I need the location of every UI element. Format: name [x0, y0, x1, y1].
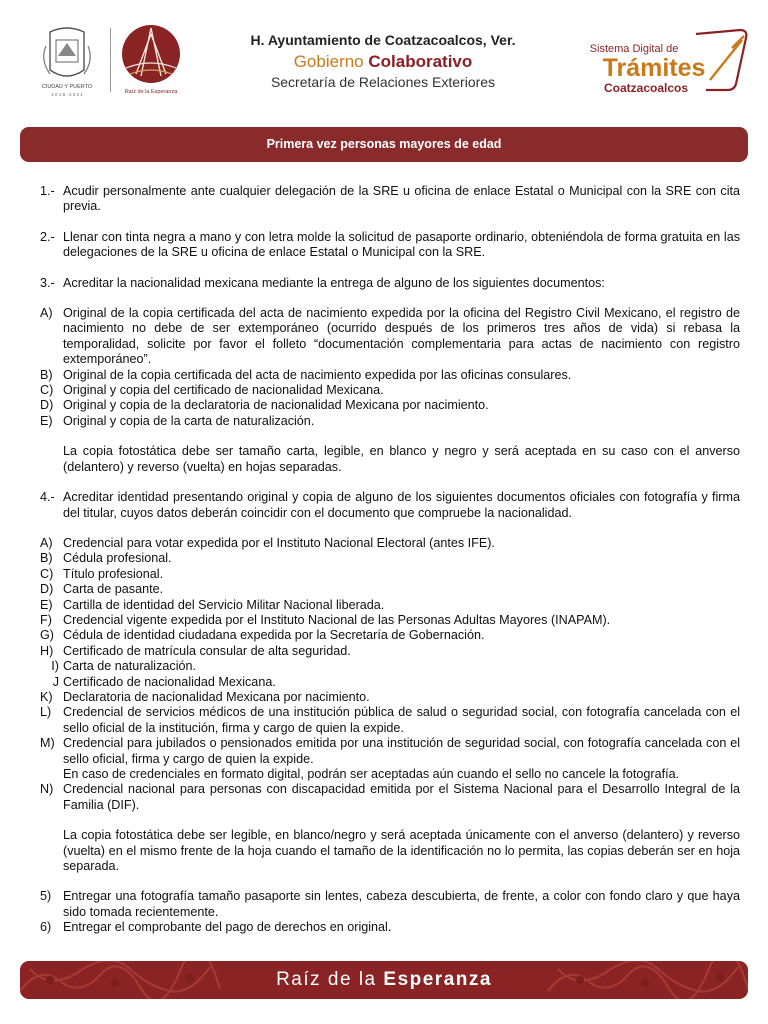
list-item	[40, 536, 740, 551]
item-text: Acudir personalmente ante cualquier delegación de la SRE u oficina de enlace Estatal o Municipal con la SRE con cita previa.	[63, 184, 740, 214]
list-item	[40, 414, 740, 429]
item-text: Declaratoria de nacionalidad Mexicana por nacimiento.	[63, 689, 370, 704]
item-marker: M)	[40, 736, 55, 751]
item-marker: 3.-	[40, 275, 55, 290]
city-crest-logo	[28, 26, 106, 100]
copy-note: La copia fotostática debe ser tamaño carta, legible, en blanco y negro y será aceptada en su caso con el anverso (delantero) y reverso (vuelta) en hojas separadas.	[63, 444, 740, 474]
item-text: Credencial nacional para personas con discapacidad emitida por el Sistema Nacional para el Desarrollo Integral de la Familia (DIF).	[63, 782, 740, 812]
item-marker: 6)	[40, 920, 52, 935]
raiz-esperanza-logo	[118, 24, 184, 96]
requirement-item	[40, 276, 740, 291]
list-item	[40, 782, 740, 813]
department-title: Secretaría de Relaciones Exteriores	[270, 74, 496, 90]
item-text: Carta de pasante.	[63, 582, 164, 597]
item-text: Certificado de matrícula consular de alta seguridad.	[63, 643, 351, 658]
list-item	[40, 767, 740, 782]
item-marker: G)	[40, 628, 54, 643]
svg-text:CIUDAD Y PUERTO: CIUDAD Y PUERTO	[41, 84, 93, 90]
item-marker: F)	[40, 612, 52, 627]
item-marker: 1.-	[40, 184, 55, 198]
header	[0, 0, 768, 110]
item-text: Credencial para jubilados o pensionados emitida por una institución de seguridad social, con fotografía cancelada con el sello oficial, firma y cargo de quien la expide.	[63, 736, 740, 766]
item-text: Cartilla de identidad del Servicio Militar Nacional liberada.	[63, 597, 385, 612]
list-item	[40, 690, 740, 705]
list-item	[40, 567, 740, 582]
item-marker: I)	[51, 659, 59, 674]
item-text: Entregar el comprobante del pago de derechos en original.	[63, 920, 392, 935]
item-marker	[40, 767, 63, 782]
requirements-content	[40, 184, 740, 936]
header-titles	[200, 32, 566, 91]
item-text: Credencial para votar expedida por el Instituto Nacional Electoral (antes IFE).	[63, 535, 495, 550]
requirement-item	[40, 490, 740, 521]
list-item	[40, 705, 740, 736]
item-marker: C)	[40, 566, 54, 581]
requirement-item	[40, 230, 740, 261]
list-item	[40, 383, 740, 398]
government-slogan: Gobierno Colaborativo	[293, 52, 473, 71]
section-banner: Primera vez personas mayores de edad	[20, 127, 748, 162]
item-text: Original y copia de la declaratoria de nacionalidad Mexicana por nacimiento.	[63, 398, 489, 413]
item-marker: J	[52, 674, 59, 689]
item-text: Entregar una fotografía tamaño pasaporte sin lentes, cabeza descubierta, de frente, a color con fondo claro y que haya sido tomada recientemente.	[63, 889, 740, 919]
item-text: Acreditar la nacionalidad mexicana mediante la entrega de alguno de los siguientes documentos:	[63, 275, 605, 290]
list-item	[40, 736, 740, 767]
item-marker: 5)	[40, 889, 52, 904]
item-text: Original y copia del certificado de nacionalidad Mexicana.	[63, 383, 384, 398]
list-item	[40, 598, 740, 613]
list-item	[40, 644, 740, 659]
list-item	[40, 613, 740, 628]
item-text: Cédula profesional.	[63, 551, 172, 566]
item-text: En caso de credenciales en formato digital, podrán ser aceptadas aún cuando el sello no cancele la fotografía.	[63, 767, 680, 781]
item-text: Original de la copia certificada del acta de nacimiento expedida por las oficinas consulares.	[63, 367, 572, 382]
item-marker: E)	[40, 597, 53, 612]
item-marker: A)	[40, 535, 53, 550]
requirement-item	[40, 920, 740, 935]
item-text: Credencial vigente expedida por el Instituto Nacional de las Personas Adultas Mayores (INAPAM).	[63, 612, 611, 627]
item-marker: A)	[40, 306, 53, 321]
item-marker: D)	[40, 582, 54, 597]
item-text: Original de la copia certificada del acta de nacimiento expedida por la oficina del Registro Civil Mexicano, el registro de nacimiento no debe de ser extemporáneo (ocurrido después de los primeros tres años de vida) si rebasa la temporalidad, solicite por favor el folleto “documentación complementaria para actas de nacimiento con registro extemporáneo”.	[63, 306, 740, 367]
item-text: Carta de naturalización.	[63, 659, 197, 674]
list-item	[40, 582, 740, 597]
item-marker: D)	[40, 398, 54, 413]
footer-slogan: Raíz de la Esperanza	[276, 969, 492, 990]
item-text: Certificado de nacionalidad Mexicana.	[63, 674, 276, 689]
list-item	[40, 398, 740, 413]
item-text: Título profesional.	[63, 566, 164, 581]
svg-text:Sistema Digital de: Sistema Digital de	[589, 43, 679, 55]
requirement-item	[40, 889, 740, 920]
copy-note: La copia fotostática debe ser legible, en blanco/negro y será aceptada únicamente con el anverso (delantero) y reverso (vuelta) en el mismo frente de la hoja cuando el tamaño de la identificación no lo permita, las copias deberán ser en hoja separada.	[63, 828, 740, 874]
svg-text:Trámites: Trámites	[602, 54, 706, 82]
svg-text:Raíz de la Esperanza: Raíz de la Esperanza	[124, 89, 178, 95]
list-item	[40, 551, 740, 566]
item-text: Cédula de identidad ciudadana expedida por la Secretaría de Gobernación.	[63, 628, 485, 643]
item-text: Credencial de servicios médicos de una institución pública de salud o seguridad social, con fotografía cancelada con el sello oficial de la institución, firma y cargo de quien la expide.	[63, 705, 740, 735]
item-marker: 4.-	[40, 490, 55, 505]
list-item	[40, 659, 740, 674]
header-divider	[110, 28, 111, 92]
item-marker: L)	[40, 705, 52, 720]
svg-text:Coatzacoalcos: Coatzacoalcos	[603, 81, 689, 95]
item-marker: E)	[40, 413, 53, 428]
item-text: Llenar con tinta negra a mano y con letra molde la solicitud de pasaporte ordinario, obteniéndola de forma gratuita en las delegaciones de la SRE u oficina de enlace Estatal o Municipal con la SRE.	[63, 229, 740, 260]
item-text: Original y copia de la carta de naturalización.	[63, 413, 315, 428]
municipality-title: H. Ayuntamiento de Coatzacoalcos, Ver.	[250, 32, 516, 48]
item-marker: K)	[40, 689, 53, 704]
item-marker: 2.-	[40, 229, 55, 244]
item-marker: H)	[40, 643, 54, 658]
footer-banner	[20, 961, 748, 999]
requirement-item	[40, 184, 740, 215]
item-marker: N)	[40, 782, 54, 797]
tramites-logo	[586, 28, 750, 100]
item-text: Acreditar identidad presentando original y copia de alguno de los siguientes documentos oficiales con fotografía y firma del titular, cuyos datos deberán coincidir con el documento que compruebe la nacionalidad.	[63, 490, 740, 520]
list-item	[40, 306, 740, 368]
item-marker: C)	[40, 383, 54, 398]
item-marker: B)	[40, 367, 53, 382]
list-item	[40, 628, 740, 643]
item-marker: B)	[40, 551, 53, 566]
list-item	[40, 368, 740, 383]
list-item	[40, 675, 740, 690]
svg-text:2 0 1 8 - 2 0 2 1: 2 0 1 8 - 2 0 2 1	[51, 92, 83, 97]
